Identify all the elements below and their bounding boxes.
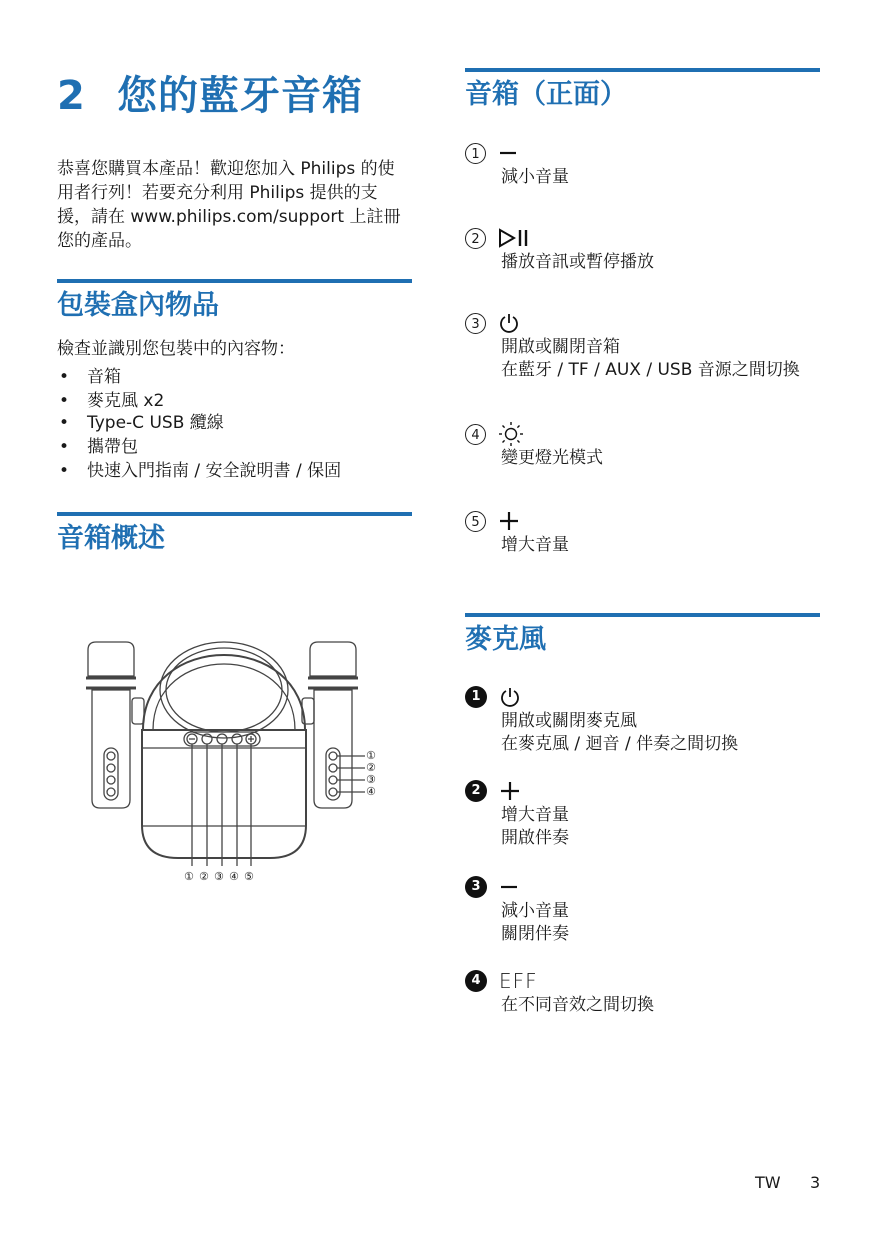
control-desc: 開啟或關閉音箱 <box>501 337 620 357</box>
control-desc: 開啟或關閉麥克風 <box>501 711 637 731</box>
mic-control-4 <box>465 968 654 1017</box>
callout: ④ <box>366 785 376 798</box>
number-badge: 2 <box>465 228 486 249</box>
box-items-list <box>57 366 412 482</box>
minus-icon <box>498 143 518 163</box>
play-pause-icon <box>498 227 532 249</box>
plus-icon <box>498 510 520 532</box>
heading-speaker-front: 音箱（正面） <box>465 79 627 110</box>
control-desc: 減小音量 <box>501 901 569 921</box>
front-control-5 <box>465 508 569 557</box>
intro-paragraph: 恭喜您購買本產品！歡迎您加入 Philips 的使用者行列！若要充分利用 Philips 提供的支援，請在 www.philips.com/support 上註冊您的產品。 <box>57 159 401 251</box>
callout: ① <box>366 749 376 762</box>
list-item: • 攜帶包 <box>57 436 412 458</box>
list-item: • 音箱 <box>57 366 412 388</box>
speaker-illustration <box>80 590 400 890</box>
callout: ③ <box>366 773 376 786</box>
number-badge: 2 <box>465 780 487 802</box>
heading-microphone: 麥克風 <box>465 624 546 655</box>
list-item: • 快速入門指南 / 安全說明書 / 保固 <box>57 460 412 482</box>
callout: ② <box>199 870 209 883</box>
control-desc: 減小音量 <box>501 167 569 187</box>
mic-control-3 <box>465 874 569 946</box>
control-desc: 在藍牙 / TF / AUX / USB 音源之間切換 <box>501 360 800 380</box>
number-badge: 4 <box>465 970 487 992</box>
front-control-3 <box>465 310 800 382</box>
chapter-number: 2 <box>57 73 86 119</box>
heading-overview: 音箱概述 <box>57 523 165 554</box>
control-desc: 增大音量 <box>501 535 569 555</box>
eff-icon: EFF <box>499 969 538 993</box>
number-badge: 3 <box>465 876 487 898</box>
control-desc: 開啟伴奏 <box>501 828 569 848</box>
chapter-title-text: 您的藍牙音箱 <box>117 73 363 119</box>
control-desc: 在麥克風 / 迴音 / 伴奏之間切換 <box>501 734 739 754</box>
light-icon <box>498 421 524 447</box>
power-icon <box>499 686 521 708</box>
callouts-bottom <box>184 870 259 883</box>
front-control-1 <box>465 140 569 189</box>
chapter-title <box>57 64 363 121</box>
plus-icon <box>499 780 521 802</box>
callouts-side <box>366 750 376 798</box>
callout: ② <box>366 761 376 774</box>
front-control-2 <box>465 225 654 274</box>
list-item: • Type-C USB 纜線 <box>57 412 412 434</box>
callout: ④ <box>229 870 239 883</box>
mic-control-2 <box>465 778 569 850</box>
list-item: • 麥克風 x2 <box>57 390 412 412</box>
number-badge: 1 <box>465 143 486 164</box>
number-badge: 4 <box>465 424 486 445</box>
number-badge: 1 <box>465 686 487 708</box>
control-desc: 關閉伴奏 <box>501 924 569 944</box>
page-number: 3 <box>810 1173 821 1192</box>
front-control-4 <box>465 421 603 470</box>
minus-icon <box>499 877 519 897</box>
control-desc: 增大音量 <box>501 805 569 825</box>
control-desc: 變更燈光模式 <box>501 448 603 468</box>
control-desc: 播放音訊或暫停播放 <box>501 252 654 272</box>
power-icon <box>498 312 520 334</box>
callout: ① <box>184 870 194 883</box>
callout: ⑤ <box>244 870 254 883</box>
control-desc: 在不同音效之間切換 <box>501 995 654 1015</box>
number-badge: 3 <box>465 313 486 334</box>
heading-box-contents: 包裝盒內物品 <box>57 290 219 321</box>
callout: ③ <box>214 870 224 883</box>
number-badge: 5 <box>465 511 486 532</box>
box-lead: 檢查並識別您包裝中的內容物： <box>57 339 295 359</box>
mic-control-1 <box>465 684 738 756</box>
footer-language: TW <box>755 1173 781 1192</box>
